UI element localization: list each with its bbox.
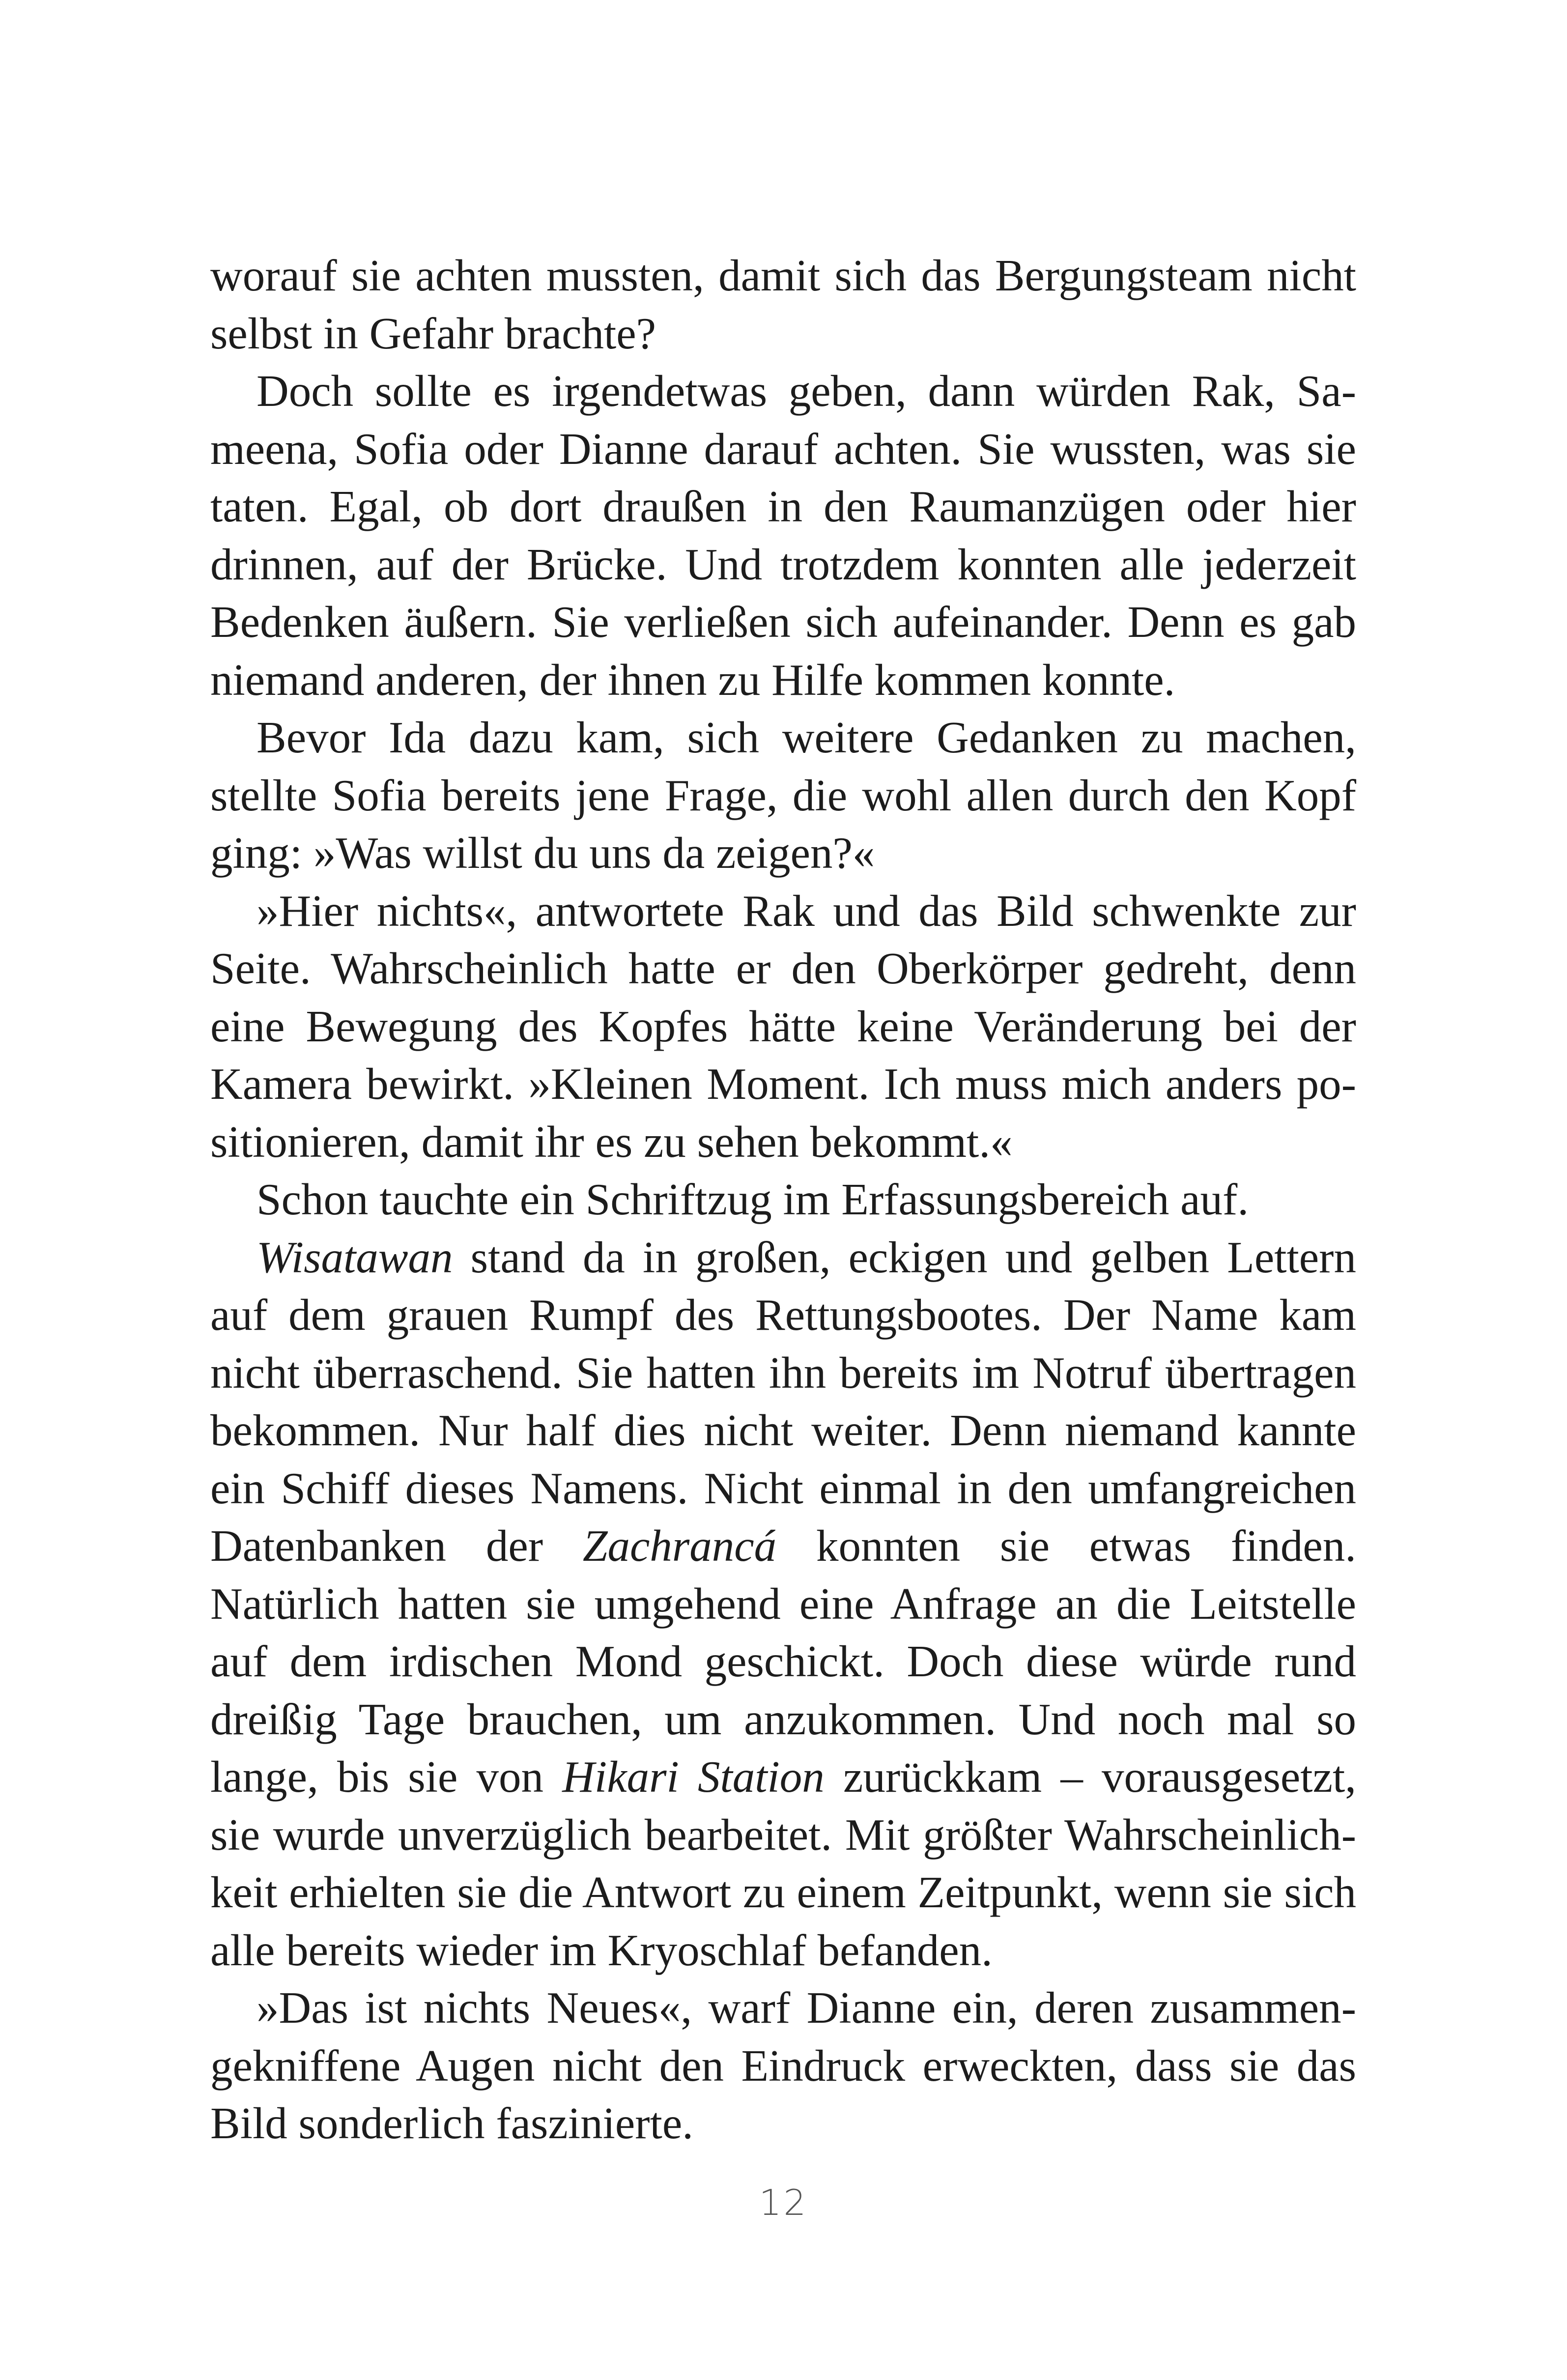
text-run: stand da in großen, eckigen und gelben Lettern auf dem grauen Rumpf des Rettungsbootes. Der Name kam nicht überraschend. Sie hatten ihn bereits im Notruf übertragen bekommen. Nur half dies nicht weiter. Denn niemand kannte ein Schiff dieses Namens. Nicht einmal in den umfangreichen Datenbanken der [210, 1232, 1356, 1571]
italic-text-run: Zachrancá [582, 1521, 777, 1571]
text-run: Schon tauchte ein Schriftzug im Erfassungsbereich auf. [256, 1175, 1249, 1224]
text-run: Bevor Ida dazu kam, sich weitere Gedanken zu machen, stellte Sofia bereits jene Frage, die wohl allen durch den Kopf ging: »Was willst du uns da zeigen?« [210, 713, 1356, 878]
paragraph [210, 247, 1356, 362]
paragraph [210, 1979, 1356, 2152]
text-run: worauf sie achten mussten, damit sich das Bergungsteam nicht selbst in Gefahr brachte? [210, 251, 1356, 358]
italic-text-run: Hikari Station [562, 1752, 825, 1802]
italic-text-run: Wisatawan [256, 1232, 453, 1282]
page-number: 12 [759, 2182, 808, 2223]
text-run: konnten sie etwas finden. Natürlich hatten sie umgehend eine Anfrage an die Leitstelle auf dem irdischen Mond geschickt. Doch diese würde rund dreißig Tage brauchen, um anzukommen. Und noch mal so lange, bis sie von [210, 1521, 1356, 1802]
body-text [210, 247, 1356, 2152]
paragraph [210, 1171, 1356, 1229]
paragraph [210, 362, 1356, 709]
text-run: Doch sollte es irgendetwas geben, dann würden Rak, Sameena, Sofia oder Dianne darauf achten. Sie wussten, was sie taten. Egal, ob dort draußen in den Raumanzügen oder hier drinnen, auf der Brücke. Und trotzdem konnten alle jederzeit Bedenken äußern. Sie verließen sich aufeinander. Denn es gab niemand anderen, der ihnen zu Hilfe kommen konnte. [210, 366, 1356, 705]
paragraph [210, 709, 1356, 882]
text-run: »Das ist nichts Neues«, warf Dianne ein, deren zusammengekniffene Augen nicht den Eindruck erweckten, dass sie das Bild sonderlich faszinierte. [210, 1983, 1356, 2148]
text-run: »Hier nichts«, antwortete Rak und das Bild schwenkte zur Seite. Wahrscheinlich hatte er den Oberkörper gedreht, denn eine Bewegung des Kopfes hätte keine Veränderung bei der Kamera bewirkt. »Kleinen Moment. Ich muss mich anders positionieren, damit ihr es zu sehen bekommt.« [210, 886, 1356, 1167]
paragraph [210, 1229, 1356, 1979]
text-run: zurückkam – vorausgesetzt, sie wurde unverzüglich bearbeitet. Mit größter Wahrscheinlichkeit erhielten sie die Antwort zu einem Zeitpunkt, wenn sie sich alle bereits wieder im Kryoschlaf befanden. [210, 1752, 1357, 1975]
paragraph [210, 882, 1356, 1171]
